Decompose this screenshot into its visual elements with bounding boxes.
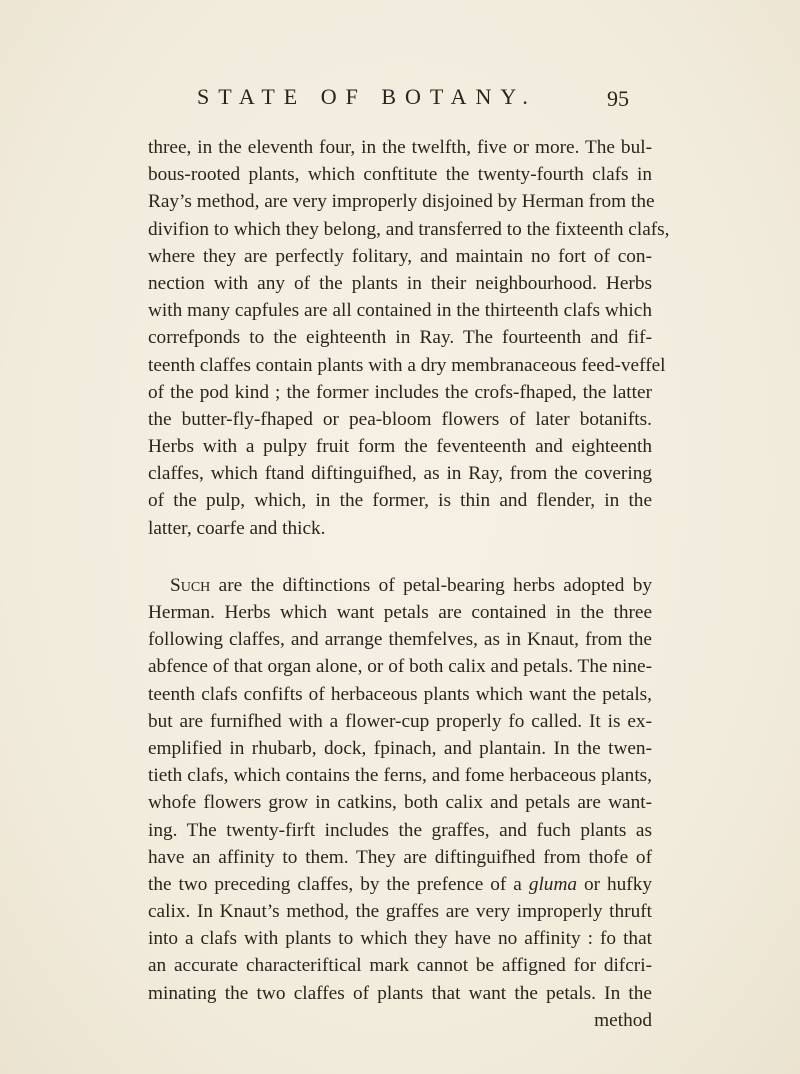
text-line: of the pod kind ; the former includes the crofs-fhaped, the latter: [148, 381, 652, 403]
text-line: whofe flowers grow in catkins, both calix and petals are want-: [148, 792, 652, 814]
text-line: tieth clafs, which contains the ferns, and fome herbaceous plants,: [148, 765, 652, 787]
body-text: [148, 134, 670, 1034]
text-line: three, in the eleventh four, in the twelfth, five or more. The bul-: [148, 137, 652, 158]
text-line: ing. The twenty-firft includes the graffes, and fuch plants as: [148, 819, 652, 841]
text-line: Herman. Herbs which want petals are contained in the three: [148, 602, 652, 623]
text-line: where they are perfectly folitary, and maintain no fort of con-: [148, 245, 652, 267]
text-line: abfence of that organ alone, or of both calix and petals. The nine-: [148, 656, 652, 678]
drop-word: Such: [170, 574, 211, 596]
gluma-line-after: or hufky: [577, 873, 652, 895]
text-line: [148, 871, 652, 898]
text-line: an accurate characteriftical mark cannot be affigned for difcri-: [148, 955, 652, 977]
text-line: but are furnifhed with a flower-cup properly fo called. It is ex-: [148, 710, 652, 732]
text-line: [148, 572, 652, 599]
text-line: bous-rooted plants, which conftitute the twenty-fourth clafs in: [148, 164, 652, 186]
text-line: calix. In Knaut’s method, the graffes are very improperly thruft: [148, 901, 652, 923]
text-line: teenth claffes contain plants with a dry membranaceous feed-veffel: [148, 354, 666, 376]
gluma-line-before: the two preceding claffes, by the prefence of a: [148, 873, 529, 895]
text-line: emplified in rhubarb, dock, fpinach, and plantain. In the twen-: [148, 737, 652, 759]
text-line: latter, coarfe and thick.: [148, 517, 326, 539]
text-line: the butter-fly-fhaped or pea-bloom flowers of later botanifts.: [148, 408, 652, 430]
text-line: have an affinity to them. They are diftinguifhed from thofe of: [148, 846, 652, 868]
text-line: teenth clafs confifts of herbaceous plants which want the petals,: [148, 683, 652, 705]
running-head: STATE OF BOTANY.: [197, 84, 537, 109]
gluma-term: gluma: [528, 873, 578, 895]
text-line: of the pulp, which, in the former, is thin and flender, in the: [148, 490, 652, 512]
text-line: nection with any of the plants in their neighbourhood. Herbs: [148, 272, 652, 294]
text-line: claffes, which ftand diftinguifhed, as in Ray, from the covering: [148, 463, 652, 485]
text-line: divifion to which they belong, and transferred to the fixteenth clafs,: [148, 218, 670, 240]
text-line: following claffes, and arrange themfelves, as in Knaut, from the: [148, 629, 652, 651]
text-line: with many capfules are all contained in the thirteenth clafs which: [148, 300, 652, 322]
paragraph-2: [148, 572, 652, 1034]
paragraph-1: [148, 134, 670, 542]
first-line-rest: are the diftinctions of petal-bearing herbs adopted by: [210, 574, 652, 596]
text-line: Ray’s method, are very improperly disjoined by Herman from the: [148, 191, 655, 213]
catchword: method: [594, 1009, 652, 1031]
text-line: Herbs with a pulpy fruit form the feventeenth and eighteenth: [148, 436, 652, 458]
text-line: correfponds to the eighteenth in Ray. The fourteenth and fif-: [148, 327, 652, 349]
paragraph-gap: [148, 542, 652, 572]
text-line: into a clafs with plants to which they have no affinity : fo that: [148, 928, 652, 950]
text-line: minating the two claffes of plants that want the petals. In the: [148, 982, 652, 1004]
page-number: 95: [607, 86, 629, 111]
